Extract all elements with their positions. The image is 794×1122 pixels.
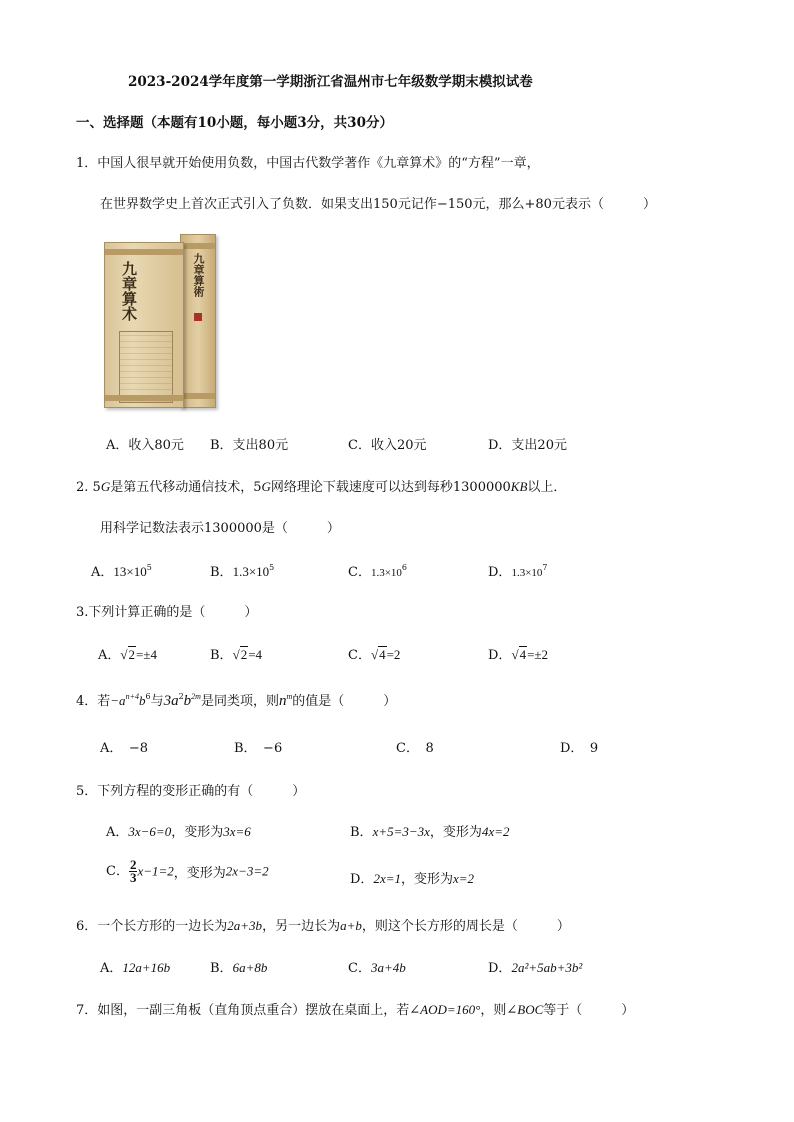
book-illustration — [119, 331, 173, 403]
q1-option-c[interactable]: C．收入20元 — [348, 438, 427, 453]
q7-stem: 7．如图，一副三角板（直角顶点重合）摆放在桌面上，若∠AOD=160°，则∠BOC等于（ ） — [76, 1002, 635, 1018]
q2-option-a[interactable]: A．$13\times 10^5$ — [91, 563, 152, 580]
q4-option-a[interactable]: A． −8 — [100, 741, 149, 756]
q3-stem: 3.下列计算正确的是（ ） — [76, 605, 258, 620]
q2-option-d[interactable]: D．$1.3\times 10^7$ — [488, 563, 548, 580]
q4-option-c[interactable]: C． 8 — [396, 741, 434, 756]
q1-option-d[interactable]: D．支出20元 — [488, 438, 567, 453]
q5-stem: 5．下列方程的变形正确的有（ ） — [76, 784, 306, 799]
q1-option-b[interactable]: B．支出80元 — [210, 438, 289, 453]
q3-option-c[interactable]: C．√4=2 — [348, 647, 401, 663]
q3-option-a[interactable]: A．√2=±4 — [98, 647, 157, 663]
q6-stem: 6．一个长方形的一边长为2a+3b，另一边长为a+b，则这个长方形的周长是（ ） — [76, 918, 570, 934]
q6-option-c[interactable]: C．3a+4b — [348, 960, 406, 976]
fraction: $\frac{2}{3}$ — [129, 857, 137, 885]
page-title: 2023-2024学年度第一学期浙江省温州市七年级数学期末模拟试卷 — [128, 74, 533, 90]
q5-option-a[interactable]: A．3x−6=0，变形为3x=6 — [106, 824, 251, 840]
q5-option-b[interactable]: B．x+5=3−3x，变形为4x=2 — [350, 824, 510, 840]
q4-option-d[interactable]: D． 9 — [560, 741, 599, 756]
q5-option-d[interactable]: D．2x=1，变形为x=2 — [350, 871, 475, 887]
q4-option-b[interactable]: B． −6 — [234, 741, 283, 756]
q2-option-b[interactable]: B．$1.3\times 10^5$ — [210, 563, 275, 580]
book-front-title: 九章算术 — [120, 261, 138, 321]
q2-line1: 2. 5G是第五代移动通信技术，5G网络理论下载速度可以达到每秒1300000KB以上． — [76, 479, 567, 495]
book-front — [104, 242, 184, 408]
q6-option-d[interactable]: D．2a²+5ab+3b² — [488, 960, 583, 976]
book-back — [180, 234, 216, 408]
q2-line2: 用科学记数法表示1300000是（ ） — [100, 521, 340, 536]
q3-option-b[interactable]: B．√2=4 — [210, 647, 263, 663]
q3-option-d[interactable]: D．√4=±2 — [488, 647, 549, 663]
book-image — [98, 232, 224, 410]
q1-line1: 1．中国人很早就开始使用负数，中国古代数学著作《九章算术》的“方程”一章， — [76, 156, 540, 171]
q5-option-c[interactable]: C． $\frac{2}{3}$ x−1=2，变形为2x−3=2 — [106, 857, 269, 885]
q1-option-a[interactable]: A．收入80元 — [106, 438, 184, 453]
book-side-title: 九章算術 — [192, 253, 205, 297]
q4-stem: 4．若$-a^{n+4}b^6$与$3a^2b^{2m}$是同类项，则$n^m$的值是（ ） — [76, 692, 397, 709]
q6-option-a[interactable]: A．12a+16b — [100, 960, 171, 976]
q6-option-b[interactable]: B．6a+8b — [210, 960, 268, 976]
q2-option-c[interactable]: C．$1.3\times 10^6$ — [348, 563, 408, 580]
section-heading: 一、选择题（本题有10小题，每小题3分，共30分） — [76, 115, 393, 131]
q1-line2: 在世界数学史上首次正式引入了负数．如果支出150元记作−150元，那么+80元表示（ ） — [100, 197, 656, 212]
